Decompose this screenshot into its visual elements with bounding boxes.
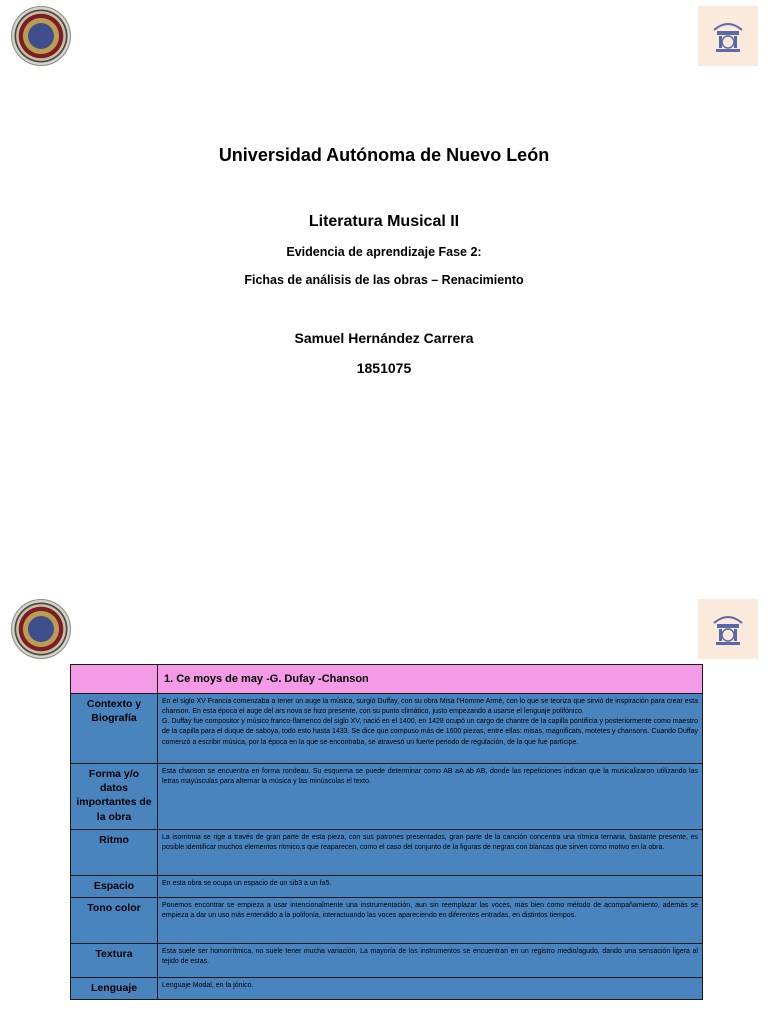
faculty-emblem-logo xyxy=(698,599,758,659)
table-row xyxy=(71,694,703,764)
faculty-emblem-logo xyxy=(698,6,758,66)
header-empty-cell xyxy=(71,665,158,694)
row-label: Ritmo xyxy=(71,830,158,876)
row-text: En esta obra se ocupa un espacio de un sib3 a un fa5. xyxy=(158,876,703,898)
table-row xyxy=(71,876,703,898)
analysis-page xyxy=(0,592,768,1024)
table-row xyxy=(71,830,703,876)
row-label: Espacio xyxy=(71,876,158,898)
row-text: Esta suele ser homorrítmica, no suele tener mucha variación. La mayoría de los instrumentos se encuentran en un registro medio/agudo, dando una sensación ligera al tejido de estas. xyxy=(158,944,703,978)
topic-title: Fichas de análisis de las obras – Renacimiento xyxy=(244,273,524,287)
table-header-row xyxy=(71,665,703,694)
row-label: Contexto y Biografía xyxy=(71,694,158,764)
uanl-seal-logo xyxy=(11,599,71,659)
assignment-title: Evidencia de aprendizaje Fase 2: xyxy=(286,245,482,259)
course-title: Literatura Musical II xyxy=(308,213,460,230)
analysis-table xyxy=(70,664,703,1000)
row-label: Textura xyxy=(71,944,158,978)
table-row xyxy=(71,898,703,944)
work-title: 1. Ce moys de may -G. Dufay -Chanson xyxy=(158,665,703,694)
university-name: Universidad Autónoma de Nuevo León xyxy=(218,145,550,165)
row-label: Tono color xyxy=(71,898,158,944)
table-row xyxy=(71,764,703,830)
row-text: La isorritmia se rige a través de gran parte de esta pieza, con sus patrones presentados, gran parte de la canción concentra una rítmica ternaria, bastante presente, es posible identificar muchos elementos rítmico,s que reaparecen, como el caso del conjunto de la figuras de negras con blancas que sirven como motivo en la obra. xyxy=(158,830,703,876)
student-id: 1851075 xyxy=(356,360,412,376)
row-label: Lenguaje xyxy=(71,978,158,1000)
row-text: Esta chanson se encuentra en forma rondeau. Su esquema se puede determinar como AB aA ab AB, donde las repeticiones indican que la musicalizaron utilizando las letras mayúsculas para alternar la música y las minúsculas el texto. xyxy=(158,764,703,830)
row-text: En el siglo XV Francia comenzaba a tener un auge la música, surgió Duffay, con su obra Misa l'Homme Armé, con lo que se teoriza que sirvió de inspiración para crear esta chanson. En esta época el auge del ars nova se hizo presente, con su punto climático, justo empezando a usarse el lenguaje polifónico. G. Duffay fue compositor y músico franco-flamenco del siglo XV, nació en el 1400, en 1428 ocupó un cargo de chantre de la capilla pontificia y posteriormente como maestro de la capilla para el duque de saboya, todo esto hasta 1433. Se dice que compuso más de 1600 piezas, entre ellas: misas, magnificats, motetes y chansons. Cuando Duffay comenzó a escribir música, por la época en la que se encontraba, se atravesó un fuerte periodo de regulación, de la que fue partícipe. xyxy=(158,694,703,764)
uanl-seal-logo xyxy=(11,6,71,66)
student-name: Samuel Hernández Carrera xyxy=(294,330,474,346)
row-text: Ponemos encontrar se empieza a usar intencionalmente una instrumentación, aun sin reemplazar las voces, más bien como método de acompañamiento, además se empieza a dar un uso más entendido a la polifonía, interactuando las voces apareciendo en diferentes entradas, en distintos tiempos. xyxy=(158,898,703,944)
row-text: Lenguaje Modal, en fa jónico. xyxy=(158,978,703,1000)
table-row xyxy=(71,978,703,1000)
table-row xyxy=(71,944,703,978)
row-label: Forma y/o datos importantes de la obra xyxy=(71,764,158,830)
